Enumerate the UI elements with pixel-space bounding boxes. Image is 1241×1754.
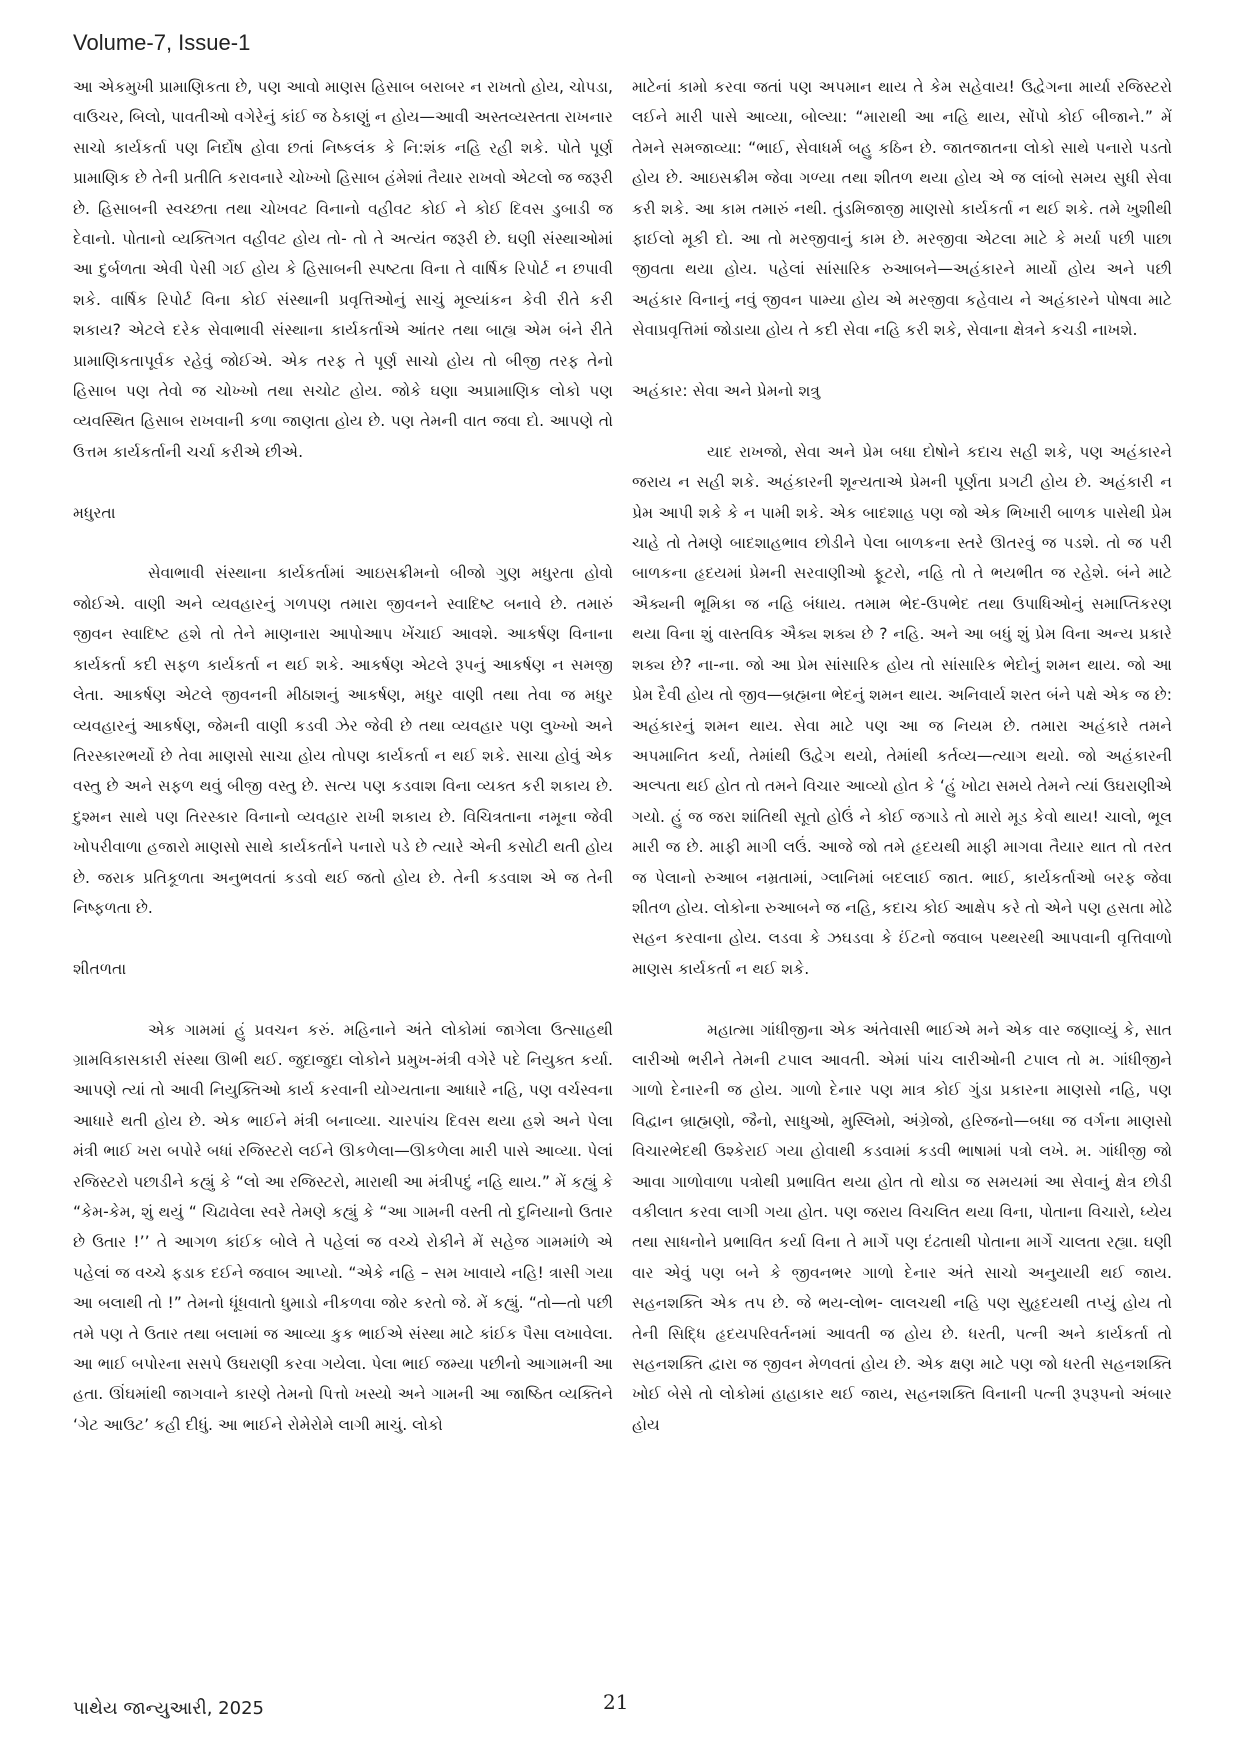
- section-heading-shitalta: શીતળતા: [73, 959, 127, 978]
- paragraph: સેવાભાવી સંસ્થાના કાર્યકર્તામાં આઇસક્રીમનો બીજો ગુણ મધુરતા હોવો જોઈએ. વાણી અને વ્યવહારનું ગળપણ તમારા જીવનને સ્વાદિષ્ટ બનાવે છે. તમારું જીવન સ્વાદિષ્ટ હશે તો તેને માણનારા આપોઆપ ખેંચાઈ આવશે. આકર્ષણ વિનાના કાર્યકર્તા કદી સફળ કાર્યકર્તા ન થઈ શકે. આકર્ષણ એટલે રૂપનું આકર્ષણ ન સમજી લેતા. આકર્ષણ એટલે જીવનની મીઠાશનું આકર્ષણ, મધુર વાણી તથા તેવા જ મધુર વ્યવહારનું આકર્ષણ, જેમની વાણી કડવી ઝેર જેવી છે તથા વ્યવહાર પણ લુખ્ખો અને તિરસ્કારભર્યો છે તેવા માણસો સાચા હોય તોપણ કાર્યકર્તા ન થઈ શકે. સાચા હોવું એક વસ્તુ છે અને સફળ થવું બીજી વસ્તુ છે. સત્ય પણ કડવાશ વિના વ્યક્ત કરી શકાય છે. દુશ્મન સાથે પણ તિરસ્કાર વિનાનો વ્યવહાર રાખી શકાય છે. વિચિત્રતાના નમૂના જેવી ખોપરીવાળા હજારો માણસો સાથે કાર્યકર્તાને પનારો પડે છે ત્યારે એની કસોટી થતી હોય છે. જરાક પ્રતિકૂળતા અનુભવતાં કડવો થઈ જતો હોય છે. તેની કડવાશ એ જ તેની નિષ્ફળતા છે.: [73, 564, 613, 917]
- footer-publication: પાથેય જાન્યુઆરી, 2025: [73, 1698, 264, 1719]
- left-column: [73, 72, 613, 1440]
- right-column: [632, 72, 1172, 1440]
- paragraph: એક ગામમાં હું પ્રવચન કરું. મહિનાને અંતે લોકોમાં જાગેલા ઉત્સાહથી ગ્રામવિકાસકારી સંસ્થા ઊભી થઈ. જુદાજુદા લોકોને પ્રમુખ-મંત્રી વગેરે પદે નિયુક્ત કર્યા. આપણે ત્યાં તો આવી નિયુક્તિઓ કાર્ય કરવાની યોગ્યતાના આધારે નહિ, પણ વર્ચસ્વના આધારે થતી હોય છે. એક ભાઈને મંત્રી બનાવ્યા. ચારપાંચ દિવસ થયા હશે અને પેલા મંત્રી ભાઈ ખરા બપોરે બધાં રજિસ્ટરો લઈને ઊકળેલા—ઊકળેલા મારી પાસે આવ્યા. પેલાં રજિસ્ટરો પછાડીને કહ્યું કે “લો આ રજિસ્ટરો, મારાથી આ મંત્રીપદું નહિ થાય.” મેં કહ્યું કે “કેમ-કેમ, શું થયું “ ચિઢાવેલા સ્વરે તેમણે કહ્યું કે “આ ગામની વસ્તી તો દુનિયાનો ઉતાર છે ઉતાર !’’ તે આગળ કાંઈક બોલે તે પહેલાં જ વચ્ચે રોકીને મેં સહેજ ગામમાંળે એ પહેલાં જ વચ્ચે ફડાક દઈને જવાબ આપ્યો. “એકે નહિ – સમ ખાવાયે નહિ! ત્રાસી ગયા આ બલાથી તો !” તેમનો ધૂંધવાતો ધુમાડો નીકળવા જોર કરતો જે. મેં કહ્યું. “તો—તો પછી તમે પણ તે ઉતાર તથા બલામાં જ આવ્યા કુક ભાઈએ સંસ્થા માટે કાંઈક પૈસા લખાવેલા. આ ભાઈ બપોરના સસપે ઉઘરાણી કરવા ગયેલા. પેલા ભાઈ જમ્યા પછીનો આગામની આ હતા. ઊંઘમાંથી જાગવાને કારણે તેમનો પિત્તો ખસ્યો અને ગામની આ જાષ્ઠિત વ્યક્તિને ‘ગેટ આઉટ’ કહી દીધું. આ ભાઈને રોમેરોમે લાગી માચું. લોકો: [73, 1020, 613, 1434]
- paragraph: મહાત્મા ગાંધીજીના એક અંતેવાસી ભાઈએ મને એક વાર જણાવ્યું કે, સાત લારીઓ ભરીને તેમની ટપાલ આવતી. એમાં પાંચ લારીઓની ટપાલ તો મ. ગાંધીજીને ગાળો દેનારની જ હોય. ગાળો દેનાર પણ માત્ર કોઈ ગુંડા પ્રકારના માણસો નહિ, પણ વિદ્વાન બ્રાહ્મણો, જૈનો, સાધુઓ, મુસ્લિમો, અંગ્રેજો, હરિજનો—બધા જ વર્ગના માણસો વિચારભેદથી ઉશ્કેરાઈ ગયા હોવાથી કડવામાં કડવી ભાષામાં પત્રો લખે. મ. ગાંધીજી જો આવા ગાળોવાળા પત્રોથી પ્રભાવિત થયા હોત તો થોડા જ સમયમાં આ સેવાનું ક્ષેત્ર છોડી વકીલાત કરવા લાગી ગયા હોત. પણ જરાય વિચલિત થયા વિના, પોતાના વિચારો, ધ્યેય તથા સાધનોને પ્રભાવિત કર્યા વિના તે માર્ગે પણ દંઢતાથી પોતાના માર્ગે ચાલતા રહ્યા. ઘણી વાર એવું પણ બને કે જીવનભર ગાળો દેનાર અંતે સાચો અનુયાયી થઈ જાય. સહનશક્તિ એક તપ છે. જે ભય-લોભ- લાલચથી નહિ પણ સુહૃદયથી તપ્યું હોય તો તેની સિદ્ધિ હૃદયપરિવર્તનમાં આવતી જ હોય છે. ધરતી, પત્ની અને કાર્યકર્તા તો સહનશક્તિ દ્વારા જ જીવન મેળવતાં હોય છે. એક ક્ષણ માટે પણ જો ધરતી સહનશક્તિ ખોઈ બેસે તો લોકોમાં હાહાકાર થઈ જાય, સહનશક્તિ વિનાની પત્ની રૂપરૂપનો અંબાર હોય: [632, 1020, 1172, 1434]
- section-heading-madhurta: મધુરતા: [73, 503, 116, 522]
- section-heading-ahankar: અહંકાર: સેવા અને પ્રેમનો શત્રુ: [632, 382, 821, 401]
- page-number: 21: [603, 1690, 629, 1714]
- volume-issue-header: Volume-7, Issue-1: [73, 30, 251, 55]
- paragraph: આ એકમુખી પ્રામાણિકતા છે, પણ આવો માણસ હિસાબ બરાબર ન રાખતો હોય, ચોપડા, વાઉચર, બિલો, પાવતીઓ વગેરેનું કાંઈ જ ઠેકાણું ન હોય—આવી અસ્તવ્યસ્તતા રાખનાર સાચો કાર્યકર્તા પણ નિર્દોષ હોવા છતાં નિષ્કલંક કે નિ:શંક નહિ રહી શકે. પોતે પૂર્ણ પ્રામાણિક છે તેની પ્રતીતિ કરાવનારે ચોખ્ખો હિસાબ હંમેશાં તૈયાર રાખવો એટલો જ જરૂરી છે. હિસાબની સ્વચ્છતા તથા ચોખવટ વિનાનો વહીવટ કોઈ ને કોઈ દિવસ ડુબાડી જ દેવાનો. પોતાનો વ્યક્તિગત વહીવટ હોય તો- તો તે અત્યંત જરૂરી છે. ઘણી સંસ્થાઓમાં આ દુર્બળતા એવી પેસી ગઈ હોય કે હિસાબની સ્પષ્ટતા વિના તે વાર્ષિક રિપોર્ટ ન છપાવી શકે. વાર્ષિક રિપોર્ટ વિના કોઈ સંસ્થાની પ્રવૃત્તિઓનું સાચું મૂલ્યાંકન કેવી રીતે કરી શકાય? એટલે દરેક સેવાભાવી સંસ્થાના કાર્યકર્તાએ આંતર તથા બાહ્ય એમ બંને રીતે પ્રામાણિકતાપૂર્વક રહેવું જોઈએ. એક તરફ તે પૂર્ણ સાચો હોય તો બીજી તરફ તેનો હિસાબ પણ તેવો જ ચોખ્ખો તથા સચોટ હોય. જોકે ઘણા અપ્રામાણિક લોકો પણ વ્યવસ્થિત હિસાબ રાખવાની કળા જાણતા હોય છે. પણ તેમની વાત જવા દો. આપણે તો ઉત્તમ કાર્યકર્તાની ચર્ચા કરીએ છીએ.: [73, 78, 613, 461]
- paragraph: યાદ રાખજો, સેવા અને પ્રેમ બધા દોષોને કદાચ સહી શકે, પણ અહંકારને જરાય ન સહી શકે. અહંકારની શૂન્યતાએ પ્રેમની પૂર્ણતા પ્રગટી હોય છે. અહંકારી ન પ્રેમ આપી શકે કે ન પામી શકે. એક બાદશાહ પણ જો એક ભિખારી બાળક પાસેથી પ્રેમ ચાહે તો તેમણે બાદશાહભાવ છોડીને પેલા બાળકના સ્તરે ઊતરવું જ પડશે. તો જ પરી બાળકના હૃદયમાં પ્રેમની સરવાણીઓ ફૂટરો, નહિ તો તે ભયભીત જ રહેશે. બંને માટે ઐક્યની ભૂમિકા જ નહિ બંધાય. તમામ ભેદ-ઉપભેદ તથા ઉપાધિઓનું સમાપ્તિકરણ થયા વિના શું વાસ્તવિક ઐક્ય શક્ય છે ? નહિ. અને આ બધું શું પ્રેમ વિના અન્ય પ્રકારે શક્ય છે? ના-ના. જો આ પ્રેમ સાંસારિક હોય તો સાંસારિક ભેદોનું શમન થાય. જો આ પ્રેમ દૈવી હોય તો જીવ—બ્રહ્મના ભેદનું શમન થાય. અનિવાર્ય શરત બંને પક્ષે એક જ છે: અહંકારનું શમન થાય. સેવા માટે પણ આ જ નિયમ છે. તમારા અહંકારે તમને અપમાનિત કર્યા, તેમાંથી ઉદ્વેગ થયો, તેમાંથી કર્તવ્ય—ત્યાગ થયો. જો અહંકારની અલ્પતા થઈ હોત તો તમને વિચાર આવ્યો હોત કે ‘હું ખોટા સમયે તેમને ત્યાં ઉઘરાણીએ ગયો. હું જ જરા શાંતિથી સૂતો હોઉં ને કોઈ જગાડે તો મારો મૂડ કેવો થાય! ચાલો, ભૂલ મારી જ છે. માફી માગી લઉં. આજે જો તમે હૃદયથી માફી માગવા તૈયાર થાત તો તરત જ પેલાનો રુઆબ નમ્રતામાં, ગ્લાનિમાં બદલાઈ જાત. ભાઈ, કાર્યકર્તાઓ બરફ જેવા શીતળ હોય. લોકોના રુઆબને જ નહિ, કદાચ કોઈ આક્ષેપ કરે તો એને પણ હસતા મોઢે સહન કરવાના હોય. લડવા કે ઝઘડવા કે ઈંટનો જવાબ પથ્થરથી આપવાની વૃત્તિવાળો માણસ કાર્યકર્તા ન થઈ શકે.: [632, 442, 1172, 978]
- paragraph: માટેનાં કામો કરવા જતાં પણ અપમાન થાય તે કેમ સહેવાય! ઉદ્વેગના માર્યા રજિસ્ટરો લઈને મારી પાસે આવ્યા, બોલ્યા: “મારાથી આ નહિ થાય, સોંપો કોઈ બીજાને.” મેં તેમને સમજાવ્યા: “ભાઈ, સેવાધર્મ બહુ કઠિન છે. જાતજાતના લોકો સાથે પનારો પડતો હોય છે. આઇસક્રીમ જેવા ગળ્યા તથા શીતળ થયા હોય એ જ લાંબો સમય સુધી સેવા કરી શકે. આ કામ તમારું નથી. તુંડમિજાજી માણસો કાર્યકર્તા ન થઈ શકે. તમે ખુશીથી ફાઈલો મૂકી દો. આ તો મરજીવાનું કામ છે. મરજીવા એટલા માટે કે મર્યા પછી પાછા જીવતા થયા હોય. પહેલાં સાંસારિક રુઆબને—અહંકારને માર્યો હોય અને પછી અહંકાર વિનાનું નવું જીવન પામ્યા હોય એ મરજીવા કહેવાય ને અહંકારને પોષવા માટે સેવાપ્રવૃત્તિમાં જોડાયા હોય તે કદી સેવા નહિ કરી શકે, સેવાના ક્ષેત્રને કચડી નાખશે.: [632, 78, 1172, 340]
